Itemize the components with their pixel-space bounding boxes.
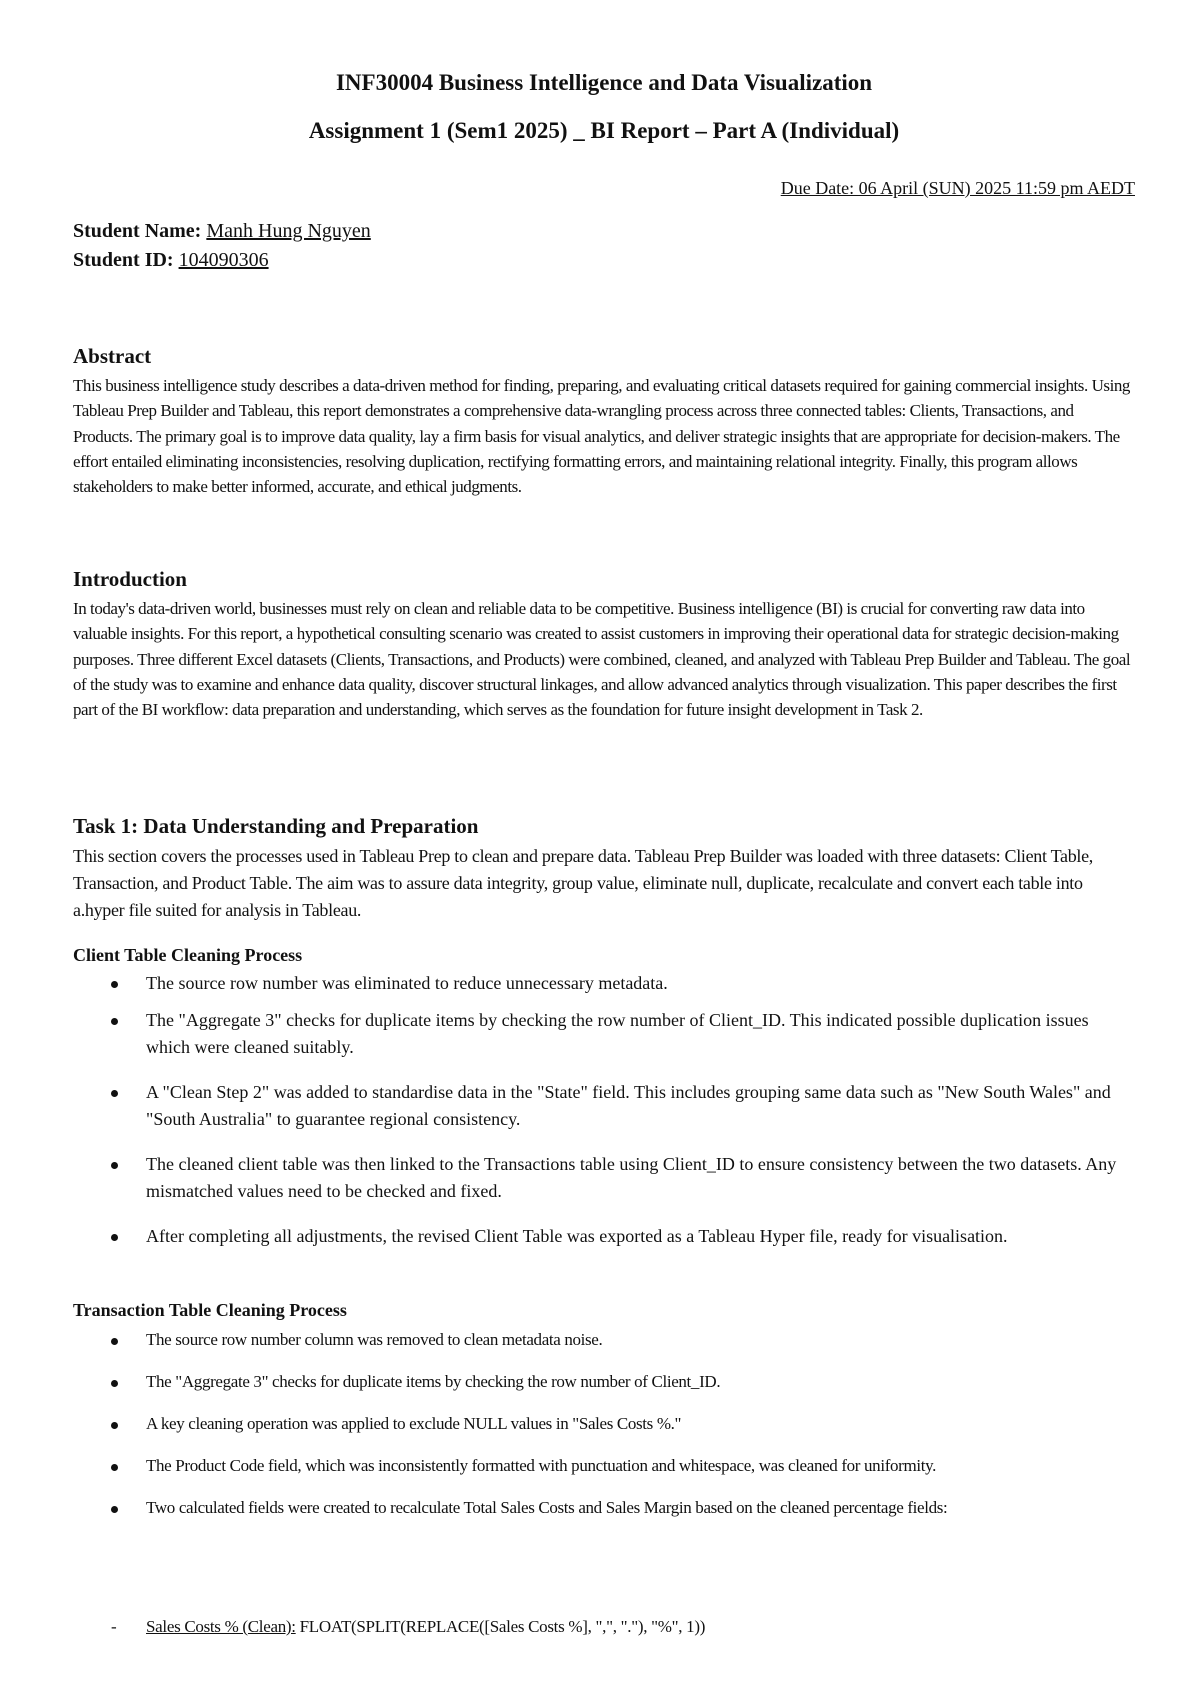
list-item: A key cleaning operation was applied to exclude NULL values in "Sales Costs %."	[73, 1411, 1135, 1437]
abstract-heading: Abstract	[73, 344, 152, 368]
student-id-line	[73, 249, 269, 272]
student-name-value: Manh Hung Nguyen	[206, 220, 371, 242]
formula-label: Sales Costs % (Clean):	[146, 1617, 296, 1636]
bullet-icon	[111, 1380, 118, 1387]
document-title: INF30004 Business Intelligence and Data Visualization	[335, 70, 873, 95]
bullet-icon	[111, 981, 118, 988]
list-item: The source row number column was removed to clean metadata noise.	[73, 1327, 1135, 1353]
student-id-value: 104090306	[178, 249, 269, 271]
list-item: The Product Code field, which was inconsistently formatted with punctuation and whitespace, was cleaned for uniformity.	[73, 1453, 1135, 1479]
student-id-label: Student ID:	[73, 249, 174, 271]
list-item: The cleaned client table was then linked to the Transactions table using Client_ID to ensure consistency between the two datasets. Any mismatched values need to be checked and fixed.	[73, 1151, 1135, 1205]
client-cleaning-list	[73, 970, 1135, 1250]
abstract-text: This business intelligence study describes a data-driven method for finding, preparing, and evaluating critical datasets required for gaining commercial insights. Using Tableau Prep Builder and Tableau, this report demonstrates a comprehensive data-wrangling process across three connected tables: Clients, Transactions, and Products. The primary goal is to improve data quality, lay a firm basis for visual analytics, and deliver strategic insights that are appropriate for decision-makers. The effort entailed eliminating inconsistencies, resolving duplication, rectifying formatting errors, and maintaining relational integrity. Finally, this program allows stakeholders to make better informed, accurate, and ethical judgments.	[73, 376, 1130, 497]
list-item: The source row number was eliminated to reduce unnecessary metadata.	[73, 970, 1135, 997]
task1-heading: Task 1: Data Understanding and Preparation	[73, 814, 479, 838]
list-item: Two calculated fields were created to recalculate Total Sales Costs and Sales Margin based on the cleaned percentage fields:	[73, 1495, 1135, 1521]
bullet-icon	[111, 1464, 118, 1471]
transaction-section-heading: Transaction Table Cleaning Process	[73, 1300, 347, 1320]
bullet-icon	[111, 1338, 118, 1345]
list-item: A "Clean Step 2" was added to standardise data in the "State" field. This includes grouping same data such as "New South Wales" and "South Australia" to guarantee regional consistency.	[73, 1079, 1135, 1133]
client-section-heading: Client Table Cleaning Process	[73, 945, 303, 965]
due-date: Due Date: 06 April (SUN) 2025 11:59 pm AEDT	[780, 178, 1135, 198]
student-name-line	[73, 220, 371, 243]
bullet-icon	[111, 1234, 118, 1241]
transaction-cleaning-list	[73, 1327, 1135, 1521]
formula-code: FLOAT(SPLIT(REPLACE([Sales Costs %], ",", "."), "%", 1))	[295, 1617, 706, 1636]
list-item: The "Aggregate 3" checks for duplicate items by checking the row number of Client_ID. This indicated possible duplication issues which were cleaned suitably.	[73, 1007, 1135, 1061]
bullet-icon	[111, 1162, 118, 1169]
list-item: After completing all adjustments, the revised Client Table was exported as a Tableau Hyper file, ready for visualisation.	[73, 1223, 1135, 1250]
introduction-text: In today's data-driven world, businesses must rely on clean and reliable data to be competitive. Business intelligence (BI) is crucial for converting raw data into valuable insights. For this report, a hypothetical consulting scenario was created to assist customers in improving their operational data for strategic decision-making purposes. Three different Excel datasets (Clients, Transactions, and Products) were combined, cleaned, and analyzed with Tableau Prep Builder and Tableau. The goal of the study was to examine and enhance data quality, discover structural linkages, and allow advanced analytics through visualization. This paper describes the first part of the BI workflow: data preparation and understanding, which serves as the foundation for future insight development in Task 2.	[73, 599, 1131, 720]
bullet-icon	[111, 1090, 118, 1097]
task1-text: This section covers the processes used in Tableau Prep to clean and prepare data. Tableau Prep Builder was loaded with three datasets: Client Table, Transaction, and Product Table. The aim was to assure data integrity, group value, eliminate null, duplicate, recalculate and convert each table into a.hyper file suited for analysis in Tableau.	[73, 846, 1093, 920]
document-subtitle: Assignment 1 (Sem1 2025) _ BI Report – Part A (Individual)	[308, 118, 900, 143]
introduction-heading: Introduction	[73, 567, 187, 591]
bullet-icon	[111, 1018, 118, 1025]
formula-line	[146, 1617, 705, 1637]
dash-marker: -	[111, 1617, 117, 1636]
student-name-label: Student Name:	[73, 220, 202, 242]
bullet-icon	[111, 1422, 118, 1429]
list-item: The "Aggregate 3" checks for duplicate items by checking the row number of Client_ID.	[73, 1369, 1135, 1395]
bullet-icon	[111, 1506, 118, 1513]
